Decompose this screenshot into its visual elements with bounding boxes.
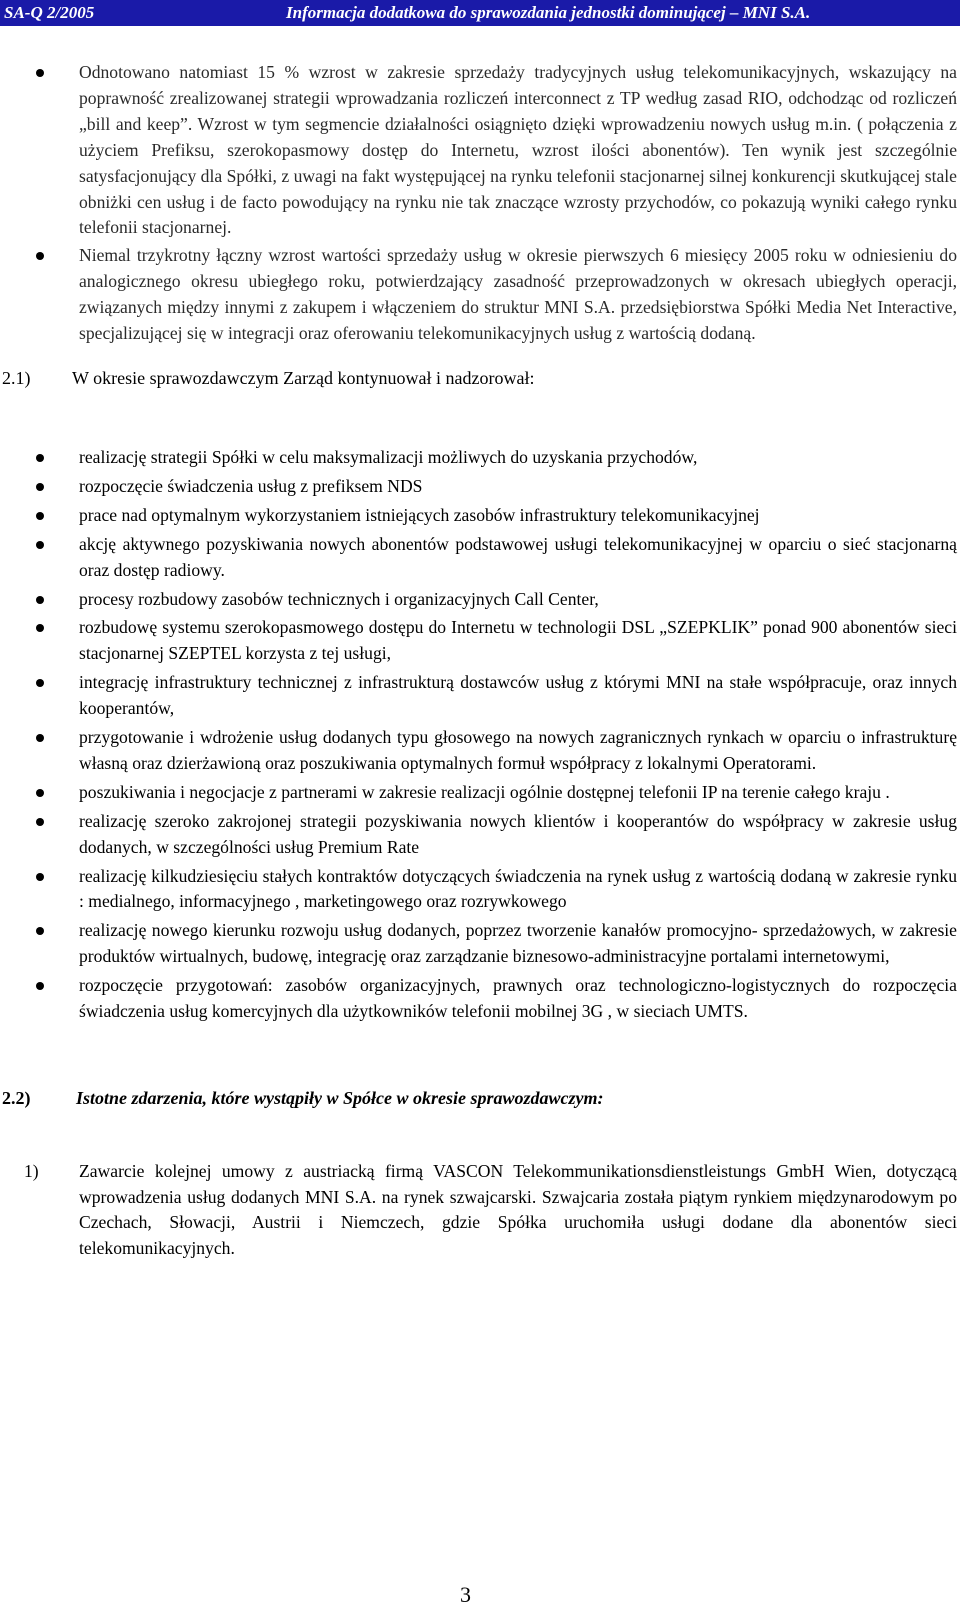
list-item: prace nad optymalnym wykorzystaniem istniejących zasobów infrastruktury telekomunikacyjnej: [0, 503, 960, 529]
document-code: SA-Q 2/2005: [4, 3, 95, 22]
list-item: Odnotowano natomiast 15 % wzrost w zakresie sprzedaży tradycyjnych usług telekomunikacyjnych, wskazujący na poprawność zrealizowanej strategii wprowadzania rozliczeń interconnect z TP według zasad RIO, odchodząc od rozliczeń „bill and keep”. Wzrost w tym segmencie działalności osiągnięto dzięki wprowadzeniu nowych usług m.in. ( połączenia z użyciem Prefiksu, szerokopasmowy dostęp do Internetu, wzrost ilości abonentów). Ten wynik jest szczególnie satysfacjonujący dla Spółki, z uwagi na fakt występującej na rynku telefonii stacjonarnej silnej konkurencji skutkującej stale obniżki cen usług i de facto powodujący na rynku nie tak znaczące wzrosty przychodów, co pokazują wyniki całego rynku telefonii stacjonarnej.: [0, 60, 960, 241]
list-item: realizację strategii Spółki w celu maksymalizacji możliwych do uzyskania przychodów,: [0, 445, 960, 471]
list-item: rozpoczęcie świadczenia usług z prefiksem NDS: [0, 474, 960, 500]
list-item: procesy rozbudowy zasobów technicznych i organizacyjnych Call Center,: [0, 587, 960, 613]
list-item: integrację infrastruktury technicznej z infrastrukturą dostawców usług z którymi MNI na stałe współpracuje, oraz innych kooperantów,: [0, 670, 960, 722]
event-item: [0, 1159, 960, 1261]
list-item: realizację nowego kierunku rozwoju usług dodanych, poprzez tworzenie kanałów promocyjno- sprzedażowych, w zakresie produktów wirtualnych, budowę, integrację oraz zarządzanie biznesowo-administracyjne portalami internetowymi,: [0, 918, 960, 970]
section-2-2-heading: [0, 1085, 960, 1111]
list-item: poszukiwania i negocjacje z partnerami w zakresie realizacji ogólnie dostępnej telefonii IP na terenie całego kraju .: [0, 780, 960, 806]
list-item: rozbudowę systemu szerokopasmowego dostępu do Internetu w technologii DSL „SZEPKLIK” ponad 900 abonentów sieci stacjonarnej SZEPTEL korzysta z tej usługi,: [0, 615, 960, 667]
document-title: Informacja dodatkowa do sprawozdania jednostki dominującej – MNI S.A.: [286, 3, 811, 22]
section-number: 2.2): [2, 1088, 31, 1108]
list-item: akcję aktywnego pozyskiwania nowych abonentów podstawowej usługi telekomunikacyjnej w oparciu o sieć stacjonarną oraz dostęp radiowy.: [0, 532, 960, 584]
section-number: 2.1): [2, 367, 31, 388]
event-text: Zawarcie kolejnej umowy z austriacką firmą VASCON Telekommunikationsdienstleistungs GmbH Wien, dotyczącą wprowadzenia usług dodanych MNI S.A. na rynek szwajcarski. Szwajcaria została piątym rynkiem międzynarodowym po Czechach, Słowacji, Austrii i Niemczech, gdzie Spółka uruchomiła usługi dodane dla abonentów sieci telekomunikacyjnych.: [79, 1161, 957, 1258]
section-2-1-heading: [0, 365, 960, 391]
section-title: Istotne zdarzenia, które wystąpiły w Spółce w okresie sprawozdawczym:: [76, 1088, 604, 1108]
section-2-1-list: [0, 445, 960, 1025]
page-header: [0, 0, 960, 26]
list-item: rozpoczęcie przygotowań: zasobów organizacyjnych, prawnych oraz technologiczno-logistycznych do rozpoczęcia świadczenia usług komercyjnych dla użytkowników telefonii mobilnej 3G , w sieciach UMTS.: [0, 973, 960, 1025]
section-title: W okresie sprawozdawczym Zarząd kontynuował i nadzorował:: [72, 367, 535, 388]
event-number: 1): [24, 1161, 39, 1181]
page-number: 3: [460, 1582, 471, 1607]
list-item: realizację szeroko zakrojonej strategii pozyskiwania nowych klientów i kooperantów do współpracy w zakresie usług dodanych, w szczególności usług Premium Rate: [0, 809, 960, 861]
intro-bullet-list: [0, 60, 960, 347]
list-item: przygotowanie i wdrożenie usług dodanych typu głosowego na nowych zagranicznych rynkach w oparciu o infrastrukturę własną oraz dzierżawioną oraz poszukiwania optymalnych formuł współpracy z lokalnymi Operatorami.: [0, 725, 960, 777]
page-content: [0, 60, 960, 1261]
list-item: realizację kilkudziesięciu stałych kontraktów dotyczących świadczenia na rynek usług z wartością dodaną w zakresie rynku : medialnego, informacyjnego , marketingowego oraz rozrywkowego: [0, 864, 960, 916]
list-item: Niemal trzykrotny łączny wzrost wartości sprzedaży usług w okresie pierwszych 6 miesięcy 2005 roku w odniesieniu do analogicznego okresu ubiegłego roku, potwierdzający zasadność przeprowadzonych w okresach ubiegłych operacji, związanych między innymi z zakupem i włączeniem do struktur MNI S.A. przedsiębiorstwa Spółki Media Net Interactive, specjalizującej się w integracji oraz oferowaniu telekomunikacyjnych usług z wartością dodaną.: [0, 243, 960, 347]
